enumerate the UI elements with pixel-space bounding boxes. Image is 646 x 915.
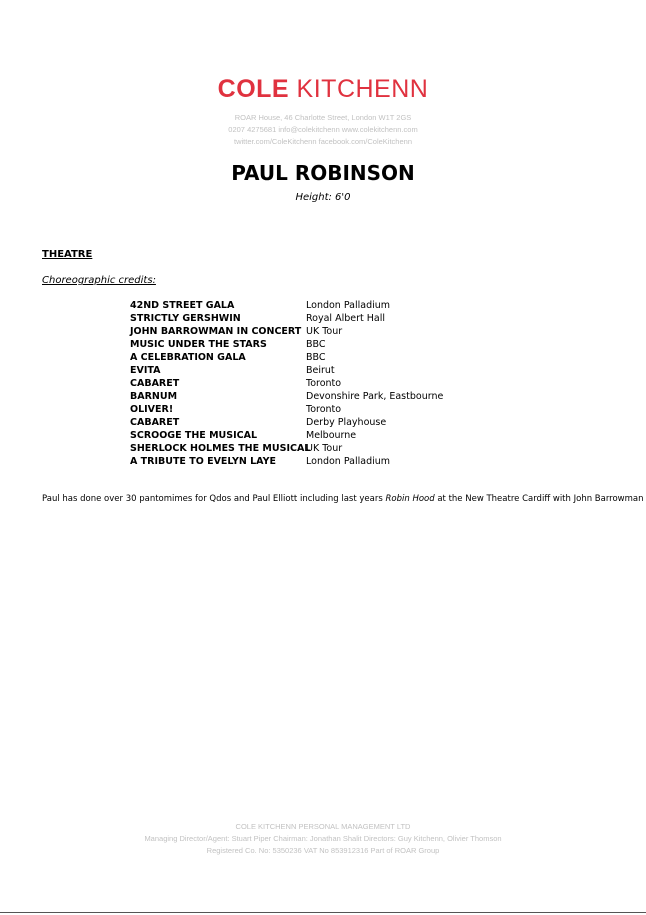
credit-title: SHERLOCK HOLMES THE MUSICAL [130,443,311,454]
credit-title: MUSIC UNDER THE STARS [130,339,267,350]
credit-venue: Beirut [306,365,335,376]
credit-row [130,416,550,429]
credit-row [130,429,550,442]
logo-word-cole: COLE [217,75,290,103]
pantomime-note-start: Paul has done over 30 pantomimes for Qdos and Paul Elliott including last years [42,494,386,504]
pantomime-note [42,493,644,505]
logo-word-kitchenn: KITCHENN [296,75,429,103]
credit-row [130,299,550,312]
credit-title: SCROOGE THE MUSICAL [130,430,258,441]
credit-title: A CELEBRATION GALA [130,352,246,363]
credit-venue: BBC [306,352,326,363]
credit-venue: Melbourne [306,430,357,441]
footer-directors: Managing Director/Agent: Stuart Piper Chairman: Jonathan Shalit Directors: Guy Kitchenn, Olivier Thomson [144,834,502,843]
credit-row [130,442,550,455]
footer-company: COLE KITCHENN PERSONAL MANAGEMENT LTD [235,822,411,831]
credit-venue: Derby Playhouse [306,417,387,428]
client-name: PAUL ROBINSON [231,161,415,185]
credit-row [130,325,550,338]
credit-row [130,338,550,351]
credit-title: STRICTLY GERSHWIN [130,313,241,324]
agency-contact: 0207 4275681 info@colekitchenn www.colekitchenn.com [228,125,418,134]
credits-list [130,299,550,468]
credit-venue: Devonshire Park, Eastbourne [306,391,444,402]
credit-venue: BBC [306,339,326,350]
choreographic-credits-heading: Choreographic credits: [42,275,156,286]
agency-social: twitter.com/ColeKitchenn facebook.com/ColeKitchenn [233,137,412,146]
credit-row [130,455,550,468]
credit-venue: London Palladium [306,456,391,467]
credit-venue: UK Tour [306,326,343,337]
credit-venue: Royal Albert Hall [306,313,385,324]
credit-title: A TRIBUTE TO EVELYN LAYE [130,456,276,467]
credit-venue: Toronto [306,404,342,415]
credit-title: EVITA [130,365,161,376]
cole-kitchenn-logo [0,74,646,104]
credit-title: CABARET [130,417,180,428]
credit-row [130,312,550,325]
theatre-heading: THEATRE [42,249,93,260]
credit-title: JOHN BARROWMAN IN CONCERT [130,326,302,337]
credit-title: CABARET [130,378,180,389]
credit-venue: London Palladium [306,300,391,311]
client-height: Height: 6'0 [295,192,351,203]
credit-row [130,390,550,403]
credit-row [130,351,550,364]
credit-venue: Toronto [306,378,342,389]
pantomime-note-end: at the New Theatre Cardiff with John Barrowman [434,494,644,504]
credit-title: 42ND STREET GALA [130,300,235,311]
page-edge-divider [0,912,646,913]
credit-row [130,364,550,377]
credit-venue: UK Tour [306,443,343,454]
credit-row [130,377,550,390]
credit-title: BARNUM [130,391,178,402]
credit-row [130,403,550,416]
pantomime-note-show-title: Robin Hood [385,494,435,504]
credit-title: OLIVER! [130,404,174,415]
footer-registration: Registered Co. No: 5350236 VAT No 853912316 Part of ROAR Group [206,846,440,855]
agency-address: ROAR House, 46 Charlotte Street, London W1T 2GS [234,113,412,122]
